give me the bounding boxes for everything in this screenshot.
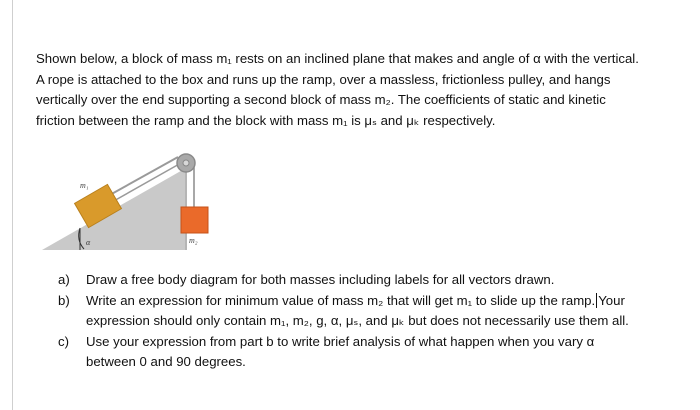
page-margin-line — [12, 0, 13, 410]
intro-line: A rope is attached to the box and runs up the ramp, over a massless, frictionless pulley, and hangs — [36, 71, 611, 87]
block-m1-label: m₁ — [80, 181, 89, 190]
question-c — [58, 332, 688, 373]
angle-label: α — [86, 238, 91, 247]
block-m2 — [181, 207, 208, 233]
question-list — [58, 270, 688, 373]
block-m2-label: m₂ — [189, 236, 198, 245]
intro-line: friction between the ramp and the block with mass m₁ is μₛ and μₖ respectively. — [36, 112, 496, 128]
question-a — [58, 270, 688, 291]
question-text-part: Write an expression for minimum value of mass m₂ that will get m₁ to slide up the ramp. — [86, 292, 596, 308]
question-letter: a) — [58, 272, 70, 287]
question-text: expression should only contain m₁, m₂, g, α, μₛ, and μₖ but does not necessarily use them all. — [86, 313, 629, 328]
question-text — [86, 291, 688, 312]
pulley-axle — [183, 160, 189, 166]
question-letter: b) — [58, 292, 70, 308]
intro-line: Shown below, a block of mass m₁ rests on an inclined plane that makes and angle of α with the vertical. — [36, 51, 639, 66]
intro-line: vertically over the end supporting a second block of mass m₂. The coefficients of static and kinetic — [36, 92, 606, 107]
question-b — [58, 291, 688, 332]
question-text: Draw a free body diagram for both masses including labels for all vectors drawn. — [86, 272, 555, 287]
question-text: Use your expression from part b to write brief analysis of what happen when you vary α — [86, 333, 595, 349]
question-letter: c) — [58, 333, 69, 349]
incline-pulley-diagram — [36, 150, 226, 255]
problem-statement — [36, 49, 686, 131]
question-text-part: Your — [598, 292, 625, 308]
question-text: between 0 and 90 degrees. — [86, 354, 246, 369]
